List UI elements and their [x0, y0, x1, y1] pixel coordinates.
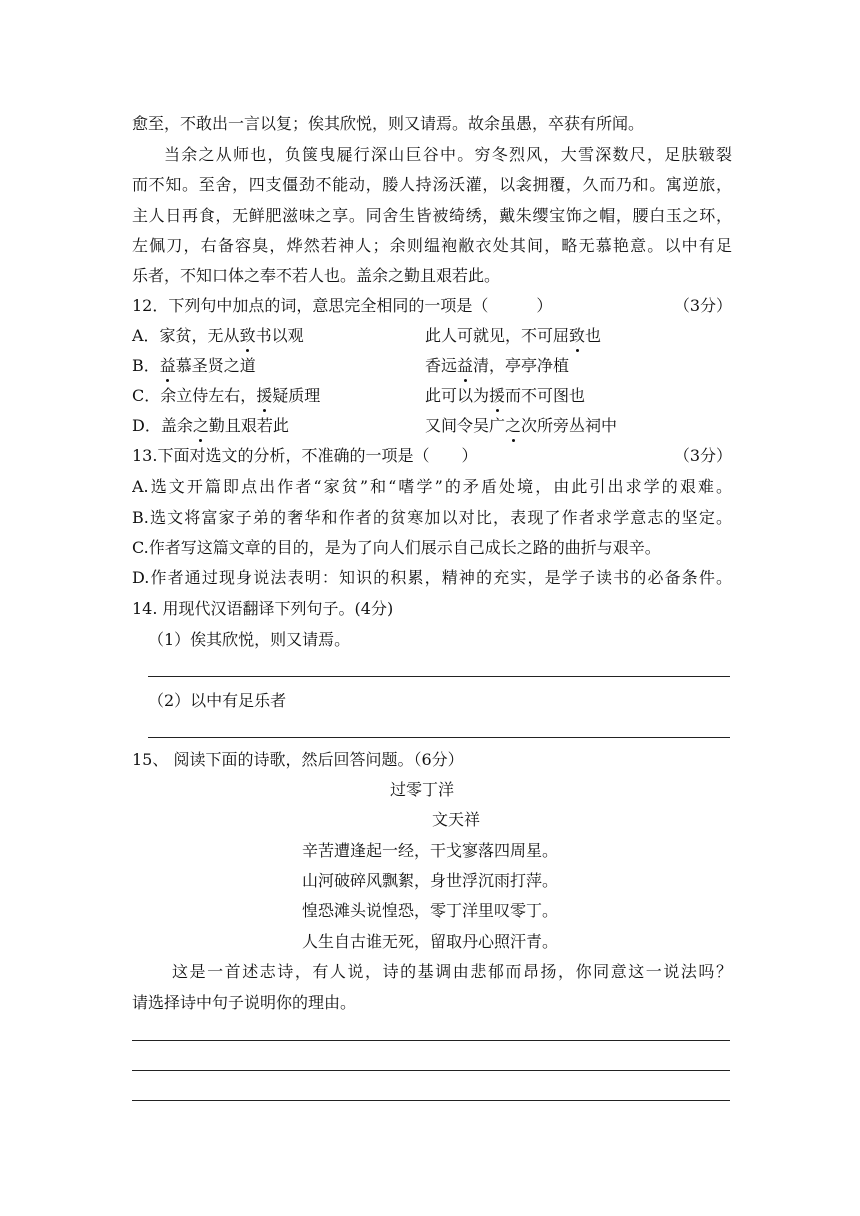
question-12 [132, 296, 732, 316]
dotted-word: 致 [569, 326, 586, 345]
poem-line: 惶恐滩头说惶恐，零丁洋里叹零丁。 [301, 901, 558, 920]
dotted-word: 之 [505, 416, 522, 435]
answer-line [132, 1100, 730, 1101]
option-right: 又间令吴广之次所旁丛祠中 [425, 416, 618, 435]
passage-line: 左佩刀，右备容臭，烨然若神人；余则缊袍敝衣处其间，略无慕艳意。以中有足 [132, 236, 732, 255]
dotted-word: 益 [159, 356, 176, 375]
answer-line [148, 737, 730, 738]
option-line: B.选文将富家子弟的奢华和作者的贫寒加以对比，表现了作者求学意志的坚定。 [132, 508, 732, 527]
dotted-word: 致 [239, 326, 256, 345]
option-row [132, 326, 732, 346]
question-text: 请选择诗中句子说明你的理由。 [132, 993, 357, 1012]
question-stem: 13.下面对选文的分析，不准确的一项是（ ） [132, 446, 478, 465]
poem-line: 辛苦遭逢起一经，干戈寥落四周星。 [301, 841, 558, 860]
poem-author: 文天祥 [431, 810, 480, 829]
option-line: D.作者通过现身说法表明：知识的积累，精神的充实，是学子读书的必备条件。 [132, 568, 732, 587]
answer-line [148, 676, 730, 677]
option-row [132, 386, 732, 406]
option-line: A.选文开篇即点出作者“家贫”和“嗜学”的矛盾处境，由此引出求学的艰难。 [132, 477, 732, 496]
translate-item-2: （2）以中有足乐者 [148, 691, 287, 710]
question-text: 这是一首述志诗，有人说，诗的基调由悲郁而昂扬，你同意这一说法吗？ [172, 962, 732, 981]
poem-line: 山河破碎风飘絮，身世浮沉雨打萍。 [301, 871, 558, 890]
passage-line: 愈至，不敢出一言以复；俟其欣悦，则又请焉。故余虽愚，卒获有所闻。 [132, 114, 645, 133]
question-score: （3分） [673, 446, 732, 465]
option-left: A．家贫，无从致书以观 [132, 326, 304, 345]
translate-item-1: （1）俟其欣悦，则又请焉。 [148, 630, 351, 649]
question-score: （3分） [673, 296, 732, 315]
option-line: C.作者写这篇文章的目的，是为了向人们展示自己成长之路的曲折与艰辛。 [132, 538, 661, 557]
option-right: 此人可就见，不可屈致也 [425, 326, 602, 345]
option-right: 香远益清，亭亭净植 [425, 356, 570, 375]
passage-line: 当余之从师也，负箧曳屣行深山巨谷中。穷冬烈风，大雪深数尺，足肤皲裂 [164, 145, 732, 164]
option-left: D．盖余之勤且艰若此 [132, 416, 289, 435]
dotted-word: 之 [192, 416, 209, 435]
option-row [132, 416, 732, 436]
dotted-word: 援 [256, 386, 273, 405]
poem-title: 过零丁洋 [389, 780, 454, 799]
option-row [132, 356, 732, 376]
dotted-word: 益 [457, 356, 474, 375]
dotted-word: 援 [489, 386, 506, 405]
question-14-stem: 14. 用现代汉语翻译下列句子。(4分) [132, 599, 394, 618]
question-13 [132, 446, 732, 466]
passage-line: 乐者，不知口体之奉不若人也。盖余之勤且艰若此。 [132, 266, 501, 285]
question-stem: 12．下列句中加点的词，意思完全相同的一项是（ ） [132, 296, 553, 315]
option-right: 此可以为援而不可图也 [425, 386, 586, 405]
option-left: C．余立侍左右，援疑质理 [132, 386, 321, 405]
option-left: B．益慕圣贤之道 [132, 356, 256, 375]
question-15-stem: 15、 阅读下面的诗歌，然后回答问题。（6分） [132, 750, 464, 769]
answer-line [132, 1040, 730, 1041]
poem-line: 人生自古谁无死，留取丹心照汗青。 [301, 932, 558, 951]
passage-line: 主人日再食，无鲜肥滋味之享。同舍生皆被绮绣，戴朱缨宝饰之帽，腰白玉之环， [132, 206, 732, 225]
answer-line [132, 1070, 730, 1071]
passage-line: 而不知。至舍，四支僵劲不能动，媵人持汤沃灌，以衾拥覆，久而乃和。寓逆旅， [132, 175, 732, 194]
